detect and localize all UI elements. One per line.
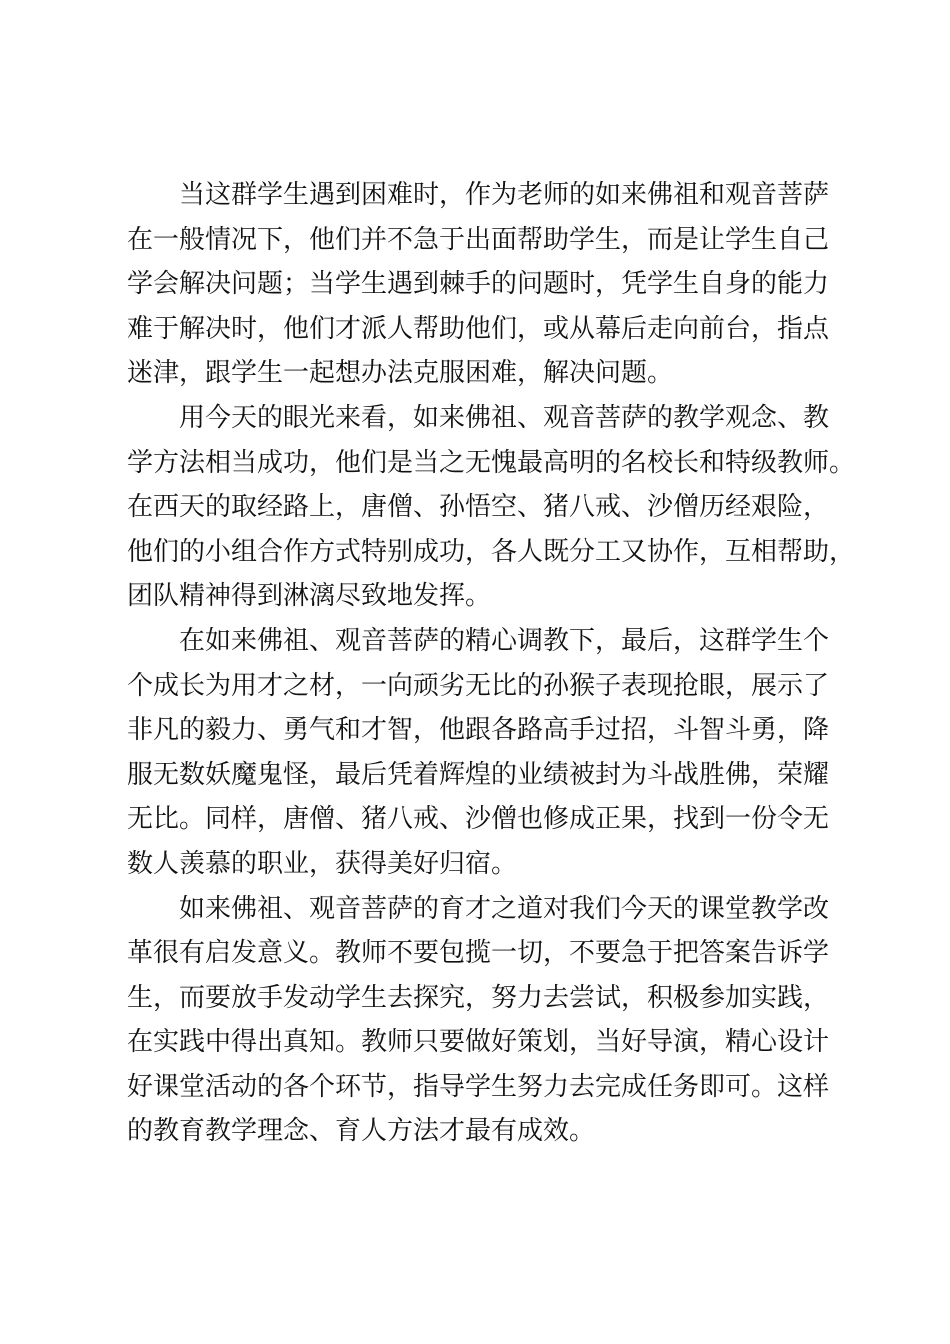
paragraph-line: 服无数妖魔鬼怪，最后凭着辉煌的业绩被封为斗战胜佛，荣耀 (127, 759, 830, 790)
paragraph-line: 个成长为用才之材，一向顽劣无比的孙猴子表现抢眼，展示了 (127, 670, 830, 701)
paragraph-line: 的教育教学理念、育人方法才最有成效。 (127, 1116, 596, 1147)
paragraph-line: 非凡的毅力、勇气和才智，他跟各路高手过招，斗智斗勇，降 (127, 715, 830, 746)
paragraph-line: 在实践中得出真知。教师只要做好策划，当好导演，精心设计 (127, 1027, 830, 1058)
paragraph-line: 团队精神得到淋漓尽致地发挥。 (127, 581, 492, 612)
paragraph-line: 他们的小组合作方式特别成功，各人既分工又协作，互相帮助， (127, 536, 856, 567)
paragraph-line: 学会解决问题；当学生遇到棘手的问题时，凭学生自身的能力 (127, 269, 830, 300)
paragraph (127, 396, 867, 619)
paragraph-line: 当这群学生遇到困难时，作为老师的如来佛祖和观音菩萨 (179, 180, 830, 210)
paragraph-line: 在西天的取经路上，唐僧、孙悟空、猪八戒、沙僧历经艰险， (127, 492, 830, 523)
paragraph-line: 学方法相当成功，他们是当之无愧最高明的名校长和特级教师。 (127, 447, 856, 478)
paragraph (127, 887, 867, 1155)
paragraph (127, 619, 867, 887)
paragraph-line: 在一般情况下，他们并不急于出面帮助学生，而是让学生自己 (127, 224, 830, 255)
paragraph-line: 革很有启发意义。教师不要包揽一切，不要急于把答案告诉学 (127, 938, 830, 969)
body-text (127, 173, 867, 1154)
paragraph-line: 如来佛祖、观音菩萨的育才之道对我们今天的课堂教学改 (179, 893, 830, 924)
paragraph-line: 用今天的眼光来看，如来佛祖、观音菩萨的教学观念、教 (179, 402, 830, 433)
paragraph-line: 数人羡慕的职业，获得美好归宿。 (127, 848, 518, 879)
paragraph-line: 迷津，跟学生一起想办法克服困难，解决问题。 (127, 358, 674, 389)
paragraph-line: 生，而要放手发动学生去探究，努力去尝试，积极参加实践， (127, 982, 830, 1013)
paragraph-line: 好课堂活动的各个环节，指导学生努力去完成任务即可。这样 (127, 1071, 830, 1102)
paragraph (127, 173, 867, 396)
paragraph-line: 无比。同样，唐僧、猪八戒、沙僧也修成正果，找到一份令无 (127, 804, 830, 835)
paragraph-line: 难于解决时，他们才派人帮助他们，或从幕后走向前台，指点 (127, 313, 830, 344)
paragraph-line: 在如来佛祖、观音菩萨的精心调教下，最后，这群学生个 (179, 625, 830, 656)
